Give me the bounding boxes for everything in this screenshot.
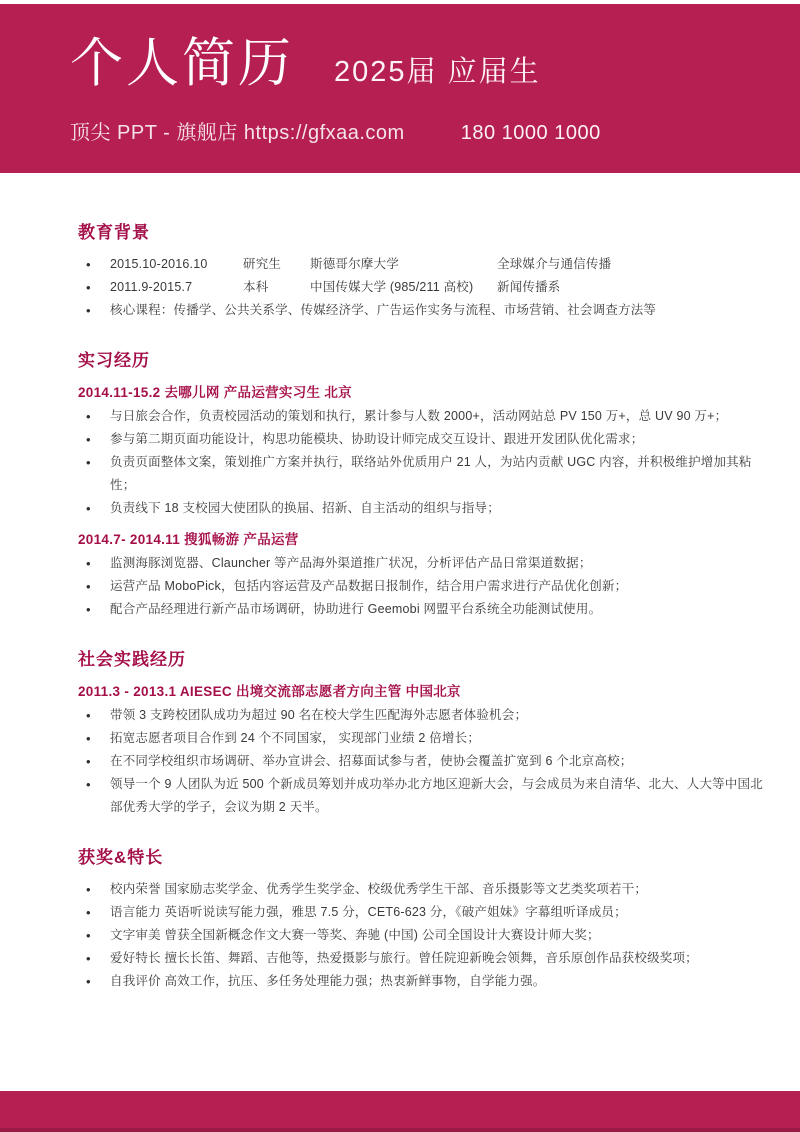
resume-body xyxy=(0,173,800,1017)
edu-degree: 研究生 xyxy=(243,257,282,271)
bullet-text: • 监测海豚浏览器、Clauncher 等产品海外渠道推广状况，分析评估产品日常渠道数据； xyxy=(110,556,592,570)
section-awards xyxy=(78,843,766,993)
edu-school: 中国传媒大学 (985/211 高校) xyxy=(310,280,474,294)
page-title: 个人简历 xyxy=(70,34,294,93)
bullet-text: • 领导一个 9 人团队为近 500 个新成员筹划并成功举办北方地区迎新大会，与会成员为来自清华、北大、人大等中国北部优秀大学的学子，会议为期 2 天半。 xyxy=(110,777,763,814)
bullet-text: • 负责线下 18 支校园大使团队的换届、招新、自主活动的组织与指导； xyxy=(110,501,500,515)
internship-job-qunar xyxy=(78,381,766,520)
bullet-text: • 拓宽志愿者项目合作到 24 个不同国家， 实现部门业绩 2 倍增长； xyxy=(110,731,481,745)
bullet-text: • 负责页面整体文案，策划推广方案并执行，联络站外优质用户 21 人，为站内贡献 UGC 内容，并积极维护增加其粘性； xyxy=(110,455,752,492)
bullet-text: • 在不同学校组织市场调研、举办宣讲会、招募面试参与者，使协会覆盖扩宽到 6 个北京高校； xyxy=(110,754,633,768)
section-education xyxy=(78,218,766,322)
edu-department: 新闻传播系 xyxy=(497,280,561,294)
banner-contact-row xyxy=(70,116,800,145)
education-courses-row xyxy=(78,299,766,322)
bullet-text: • 带领 3 支跨校团队成功为超过 90 名在校大学生匹配海外志愿者体验机会； xyxy=(110,708,528,722)
bullet-item xyxy=(78,451,766,497)
bullet-text: • 配合产品经理进行新产品市场调研，协助进行 Geemobi 网盟平台系统全功能测试使用。 xyxy=(110,602,602,616)
bullet-item xyxy=(78,924,766,947)
store-link[interactable]: 顶尖 PPT - 旗舰店 https://gfxaa.com xyxy=(70,122,405,145)
bullet-text: • 运营产品 MoboPick，包括内容运营及产品数据日报制作，结合用户需求进行产品优化创新； xyxy=(110,579,628,593)
section-title-social: 社会实践经历 xyxy=(78,650,186,669)
bullet-item xyxy=(78,947,766,970)
bullet-text: • 语言能力 英语听说读写能力强，雅思 7.5 分，CET6-623 分，《破产姐妹》字幕组听译成员； xyxy=(110,905,627,919)
job-heading: 2011.3 - 2013.1 AIESEC 出境交流部志愿者方向主管 中国北京 xyxy=(78,684,461,699)
bullet-item xyxy=(78,575,766,598)
bullet-item xyxy=(78,727,766,750)
bullet-text: • 与日旅会合作，负责校园活动的策划和执行，累计参与人数 2000+，活动网站总 PV 150 万+，总 UV 90 万+； xyxy=(110,409,728,423)
education-courses: • 核心课程：传播学、公共关系学、传媒经济学、广告运作实务与流程、市场营销、社会调查方法等 xyxy=(110,303,657,317)
bullet-item xyxy=(78,773,766,819)
banner-title-row xyxy=(70,34,800,93)
bullet-item xyxy=(78,552,766,575)
bullet-text: • 自我评价 高效工作，抗压、多任务处理能力强；热衷新鲜事物，自学能力强。 xyxy=(110,974,546,988)
section-title-awards: 获奖&特长 xyxy=(78,848,164,867)
job-heading: 2014.11-15.2 去哪儿网 产品运营实习生 北京 xyxy=(78,385,352,400)
social-job-aiesec xyxy=(78,680,766,819)
edu-department: 全球媒介与通信传播 xyxy=(497,257,612,271)
bullet-item xyxy=(78,497,766,520)
bullet-text: • 参与第二期页面功能设计，构思功能模块、协助设计师完成交互设计、跟进开发团队优化需求； xyxy=(110,432,644,446)
education-row xyxy=(78,253,766,276)
job-heading: 2014.7- 2014.11 搜狐畅游 产品运营 xyxy=(78,532,299,547)
header-banner xyxy=(0,4,800,173)
section-title-education: 教育背景 xyxy=(78,223,150,242)
bullet-item xyxy=(78,750,766,773)
education-row-cols xyxy=(110,253,766,276)
edu-date: • 2011.9-2015.7 xyxy=(110,280,193,294)
education-row-cols xyxy=(110,276,766,299)
bullet-item xyxy=(78,878,766,901)
edu-school: 斯德哥尔摩大学 xyxy=(310,257,399,271)
header-subtitle: 2025届 应届生 xyxy=(334,56,541,88)
bullet-item xyxy=(78,970,766,993)
internship-job-sohu xyxy=(78,528,766,621)
footer-bar xyxy=(0,1091,800,1132)
bullet-text: • 校内荣誉 国家励志奖学金、优秀学生奖学金、校级优秀学生干部、音乐摄影等文艺类奖项若干； xyxy=(110,882,648,896)
bullet-item xyxy=(78,598,766,621)
bullet-item xyxy=(78,405,766,428)
bullet-item xyxy=(78,428,766,451)
section-title-internship: 实习经历 xyxy=(78,351,150,370)
bullet-text: • 爱好特长 擅长长笛、舞蹈、吉他等，热爱摄影与旅行。曾任院迎新晚会领舞，音乐原创作品获校级奖项； xyxy=(110,951,698,965)
education-row xyxy=(78,276,766,299)
bullet-item xyxy=(78,704,766,727)
section-internship xyxy=(78,346,766,621)
bullet-item xyxy=(78,901,766,924)
section-social-practice xyxy=(78,645,766,819)
edu-degree: 本科 xyxy=(243,280,269,294)
phone-number: 180 1000 1000 xyxy=(460,122,601,145)
edu-date: • 2015.10-2016.10 xyxy=(110,257,208,271)
bullet-text: • 文字审美 曾获全国新概念作文大赛一等奖、奔驰 (中国) 公司全国设计大赛设计师大奖； xyxy=(110,928,600,942)
